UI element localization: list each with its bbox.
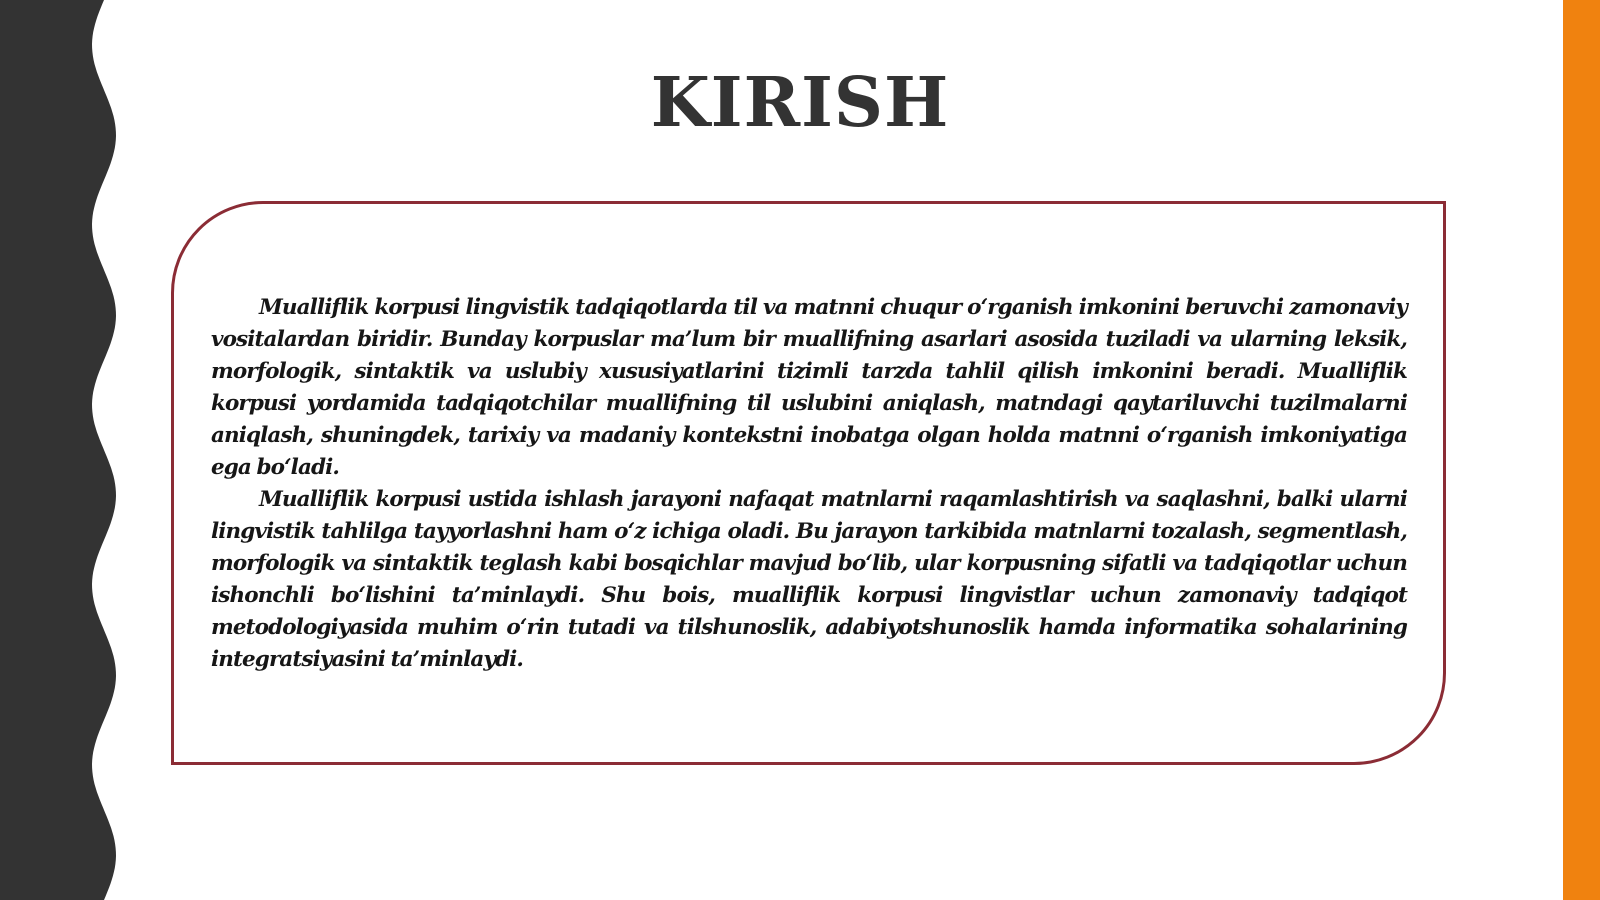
slide-title: KIRISH xyxy=(650,63,950,143)
paragraph-2: Mualliflik korpusi ustida ishlash jarayoni nafaqat matnlarni raqamlashtirish va saqlashni, balki ularni lingvistik tahlilga tayyorlashni ham o‘z ichiga oladi. Bu jarayon tarkibida matnlarni tozalash, segmentlash, morfologik va sintaktik teglash kabi bosqichlar mavjud bo‘lib, ular korpusning sifatli va tadqiqotlar uchun ishonchli bo‘lishini ta’minlaydi. Shu bois, mualliflik korpusi lingvistlar uchun zamonaviy tadqiqot metodologiyasida muhim o‘rin tutadi va tilshunoslik, adabiyotshunoslik hamda informatika sohalarining integratsiyasini ta’minlaydi. xyxy=(211,487,1407,672)
paragraph-1: Mualliflik korpusi lingvistik tadqiqotlarda til va matnni chuqur o‘rganish imkonini beruvchi zamonaviy vositalardan biridir. Bunday korpuslar ma’lum bir muallifning asarlari asosida tuziladi va ularning leksik, morfologik, sintaktik va uslubiy xususiyatlarini tizimli tarzda tahlil qilish imkonini beradi. Mualliflik korpusi yordamida tadqiqotchilar muallifning til uslubini aniqlash, matndagi qaytariluvchi tuzilmalarni aniqlash, shuningdek, tarixiy va madaniy kontekstni inobatga olgan holda matnni o‘rganish imkoniyatiga ega bo‘ladi. xyxy=(211,295,1407,480)
body-text xyxy=(211,292,1407,676)
right-accent-bar xyxy=(1563,0,1600,900)
wavy-left-band xyxy=(0,0,130,900)
